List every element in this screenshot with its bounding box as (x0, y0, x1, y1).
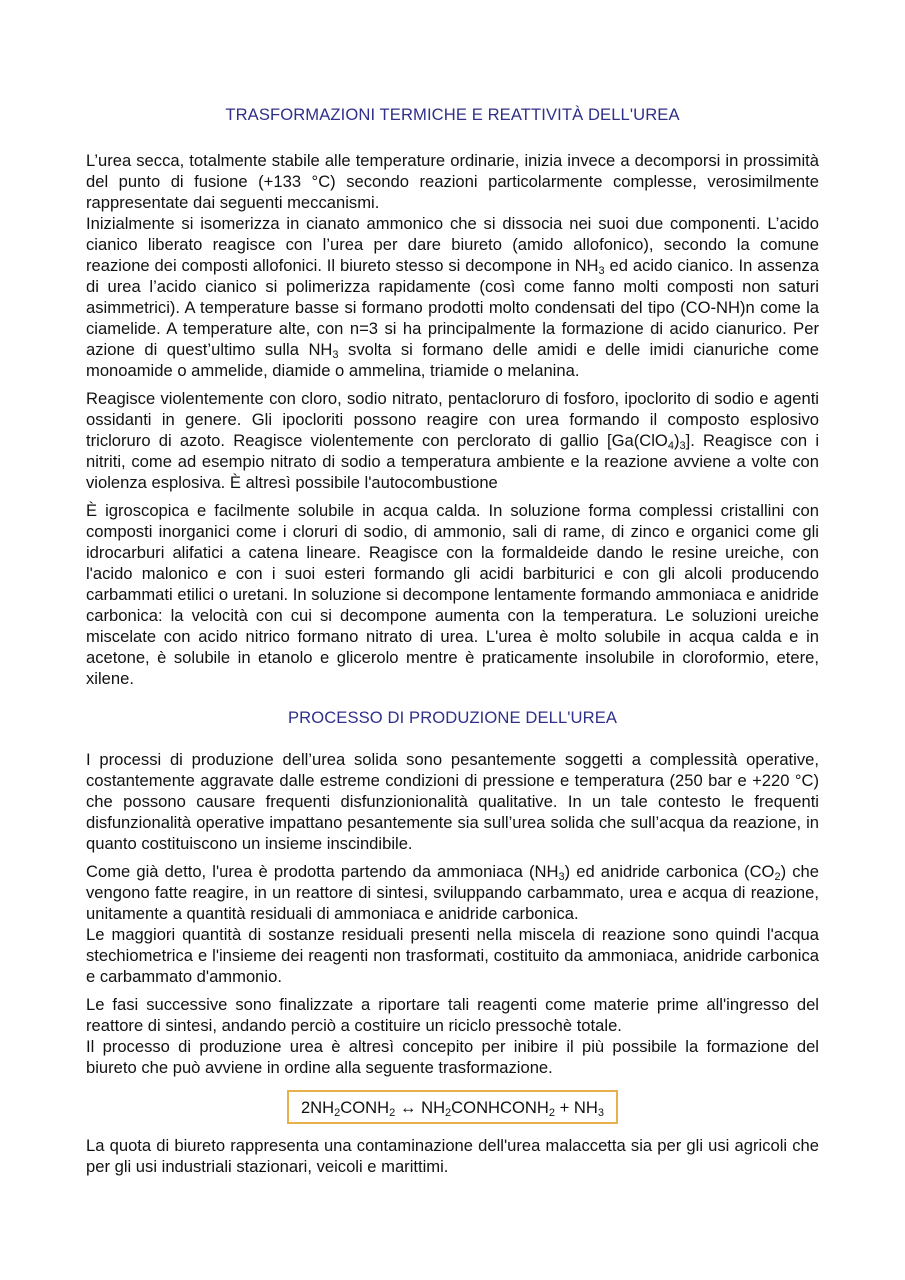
text-fragment: ) (673, 431, 680, 450)
paragraph-isomerization (86, 213, 819, 381)
formula-part: ↔ NH (395, 1098, 446, 1117)
formula-part: + NH (555, 1098, 598, 1117)
text-fragment: Come già detto, l'urea è prodotta partendo da ammoniaca (NH (86, 862, 559, 881)
subscript: 2 (548, 1107, 556, 1119)
subscript: 2 (445, 1107, 452, 1119)
paragraph-reactants (86, 861, 819, 924)
subscript: 2 (334, 1107, 341, 1119)
subscript: 4 (667, 440, 674, 452)
text-fragment: svolta si formano delle amidi e delle imidi cianuriche come monoamide o ammelide, diamide o ammelina, triamide o melanina. (86, 340, 819, 380)
paragraph-production-complexity: I processi di produzione dell’urea solida sono pesantemente soggetti a complessità operative, costantemente aggravate dalle estreme condizioni di pressione e temperatura (250 bar e +220 °C) che possono causare frequenti disfunzionionalità qualitative. In un tale contesto le frequenti disfunzionalità operative impattano pesantemente sia sull’urea solida che sull’acqua da reazione, in quanto costituiscono un insieme inscindibile. (86, 750, 819, 853)
text-fragment: Inizialmente si isomerizza in cianato ammonico che si dissocia nei suoi due componenti. L’acido cianico liberato reagisce con l’urea per dare biureto (amido allofonico), secondo la comune reazione dei composti allofonici. Il biureto stesso si decompone in NH (86, 214, 819, 275)
text-fragment: ed acido cianico. In assenza di urea l’acido cianico si polimerizza rapidamente (così come fanno molti composti non saturi asimmetrici). A temperature basse si formano prodotti molto condensati del tipo (CO-NH)n come la ciamelide. A temperature alte, con n=3 si ha principalmente la formazione di acido cianurico. Per azione di quest’ultimo sulla NH (86, 256, 819, 359)
paragraph-solubility: È igroscopica e facilmente solubile in acqua calda. In soluzione forma complessi cristallini con composti inorganici come i cloruri di sodio, di ammonio, sali di rame, di zinco e organici come gli idrocarburi alifatici a catena lineare. Reagisce con la formaldeide dando le resine ureiche, con l'acido malonico e con i suoi esteri formando gli acidi barbiturici e con gli alcoli producendo carbammati etilici o uretani. In soluzione si decompone lentamente formando ammoniaca e anidride carbonica: la velocità con cui si decompone aumenta con la temperatura. Le soluzioni ureiche miscelate con acido nitrico formano nitrato di urea. L'urea è molto solubile in acqua calda e in acetone, è solubile in etanolo e glicerolo mentre è praticamente insolubile in cloroformio, etere, xilene. (86, 501, 819, 688)
subscript: 3 (679, 440, 686, 452)
text-fragment: ]. Reagisce con i nitriti, come ad esempio nitrato di sodio a temperatura ambiente e la reazione avviene a volte con violenza esplosiva. È altresì possibile l'autocombustione (86, 431, 820, 492)
subscript: 3 (558, 871, 565, 883)
formula-part: CONH (340, 1098, 390, 1117)
text-fragment: ) che vengono fatte reagire, in un reattore di sintesi, sviluppando carbammato, urea e acqua di reazione, unitamente a quantità residuali di ammoniaca e anidride carbonica. (86, 862, 819, 923)
heading-thermal-transformations: TRASFORMAZIONI TERMICHE E REATTIVITÀ DELL'UREA (225, 105, 680, 124)
paragraph-decomposition-intro: L’urea secca, totalmente stabile alle temperature ordinarie, inizia invece a decomporsi in prossimità del punto di fusione (+133 °C) secondo reazioni particolarmente complesse, verosimilmente rappresentate dai seguenti meccanismi. (86, 151, 819, 212)
formula-part: 2NH (300, 1098, 335, 1117)
paragraph-residuals: Le maggiori quantità di sostanze residuali presenti nella miscela di reazione sono quindi l'acqua stechiometrica e l'insieme dei reagenti non trasformati, costituito da ammoniaca, anidride carbonica e carbammato d'ammonio. (86, 925, 819, 986)
paragraph-biuret-intro: Il processo di produzione urea è altresì concepito per inibire il più possibile la formazione del biureto che può avviene in ordine alla seguente trasformazione. (86, 1037, 819, 1077)
text-fragment: ) ed anidride carbonica (CO (564, 862, 775, 881)
formula-container (86, 1090, 819, 1124)
paragraph-reactivity (86, 388, 819, 493)
subscript: 3 (597, 1107, 605, 1119)
document-page (86, 104, 819, 1177)
text-fragment: Reagisce violentemente con cloro, sodio nitrato, pentacloruro di fosforo, ipoclorito di sodio e agenti ossidanti in genere. Gli ipocloriti possono reagire con urea formando il composto esplosivo tricloruro di azoto. Reagisce violentemente con perclorato di gallio [Ga(ClO (86, 389, 819, 450)
biuret-formula-box (287, 1090, 618, 1124)
subscript: 2 (389, 1107, 396, 1119)
subscript: 3 (332, 349, 339, 361)
heading-production-process: PROCESSO DI PRODUZIONE DELL'UREA (287, 708, 618, 727)
subscript: 2 (774, 871, 781, 883)
paragraph-recycle: Le fasi successive sono finalizzate a riportare tali reagenti come materie prime all'ingresso del reattore di sintesi, andando perciò a costituire un riciclo pressochè totale. (86, 995, 819, 1035)
paragraph-biuret-contamination: La quota di biureto rappresenta una contaminazione dell'urea malaccetta sia per gli usi agricoli che per gli usi industriali stazionari, veicoli e marittimi. (86, 1136, 819, 1176)
subscript: 3 (598, 265, 605, 277)
formula-part: CONHCONH (451, 1098, 549, 1117)
